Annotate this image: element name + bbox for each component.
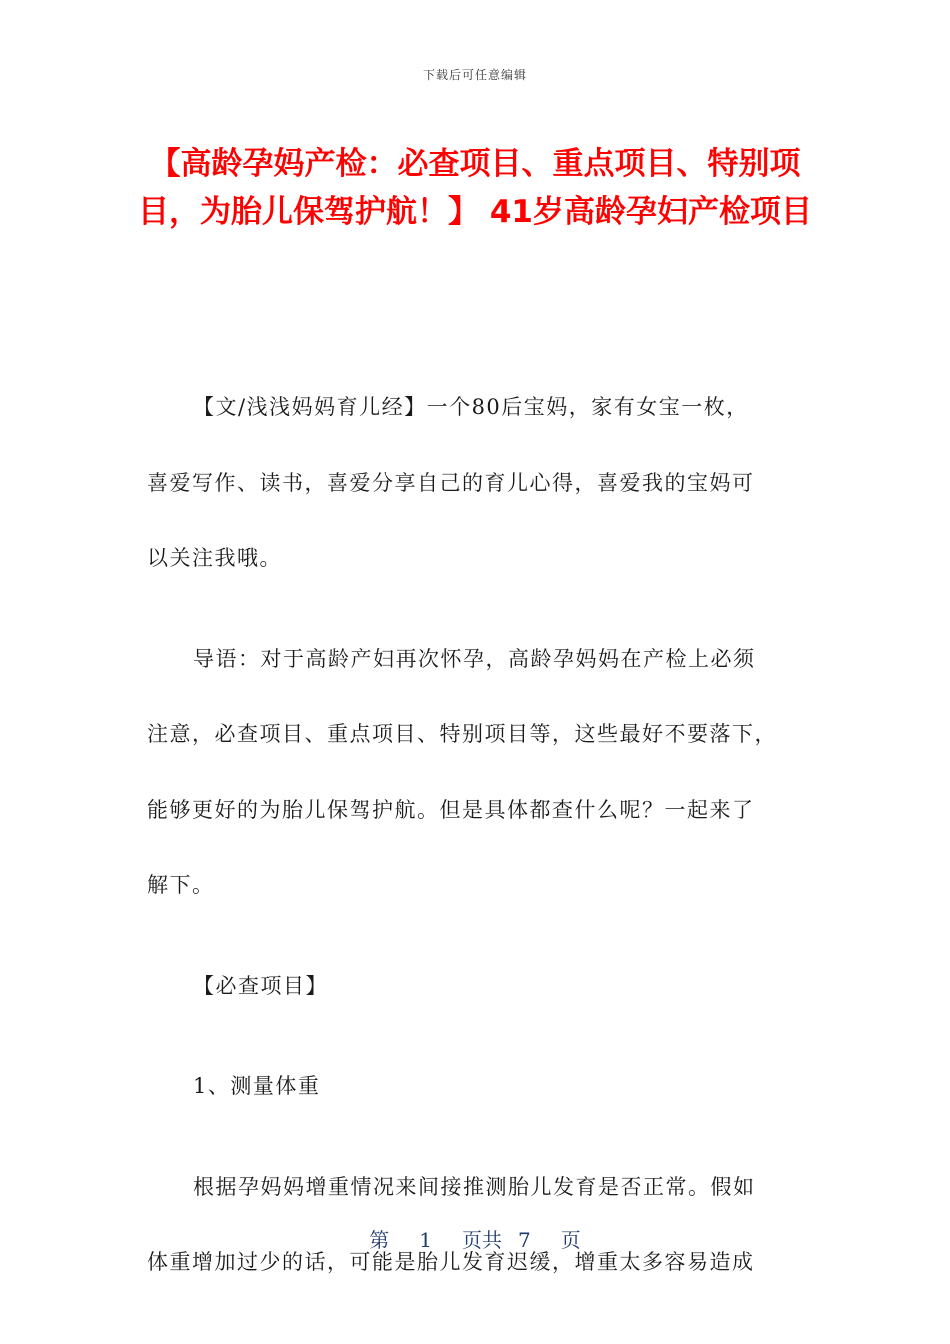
page-footer	[0, 1224, 950, 1253]
footer-middle: 页共	[462, 1228, 502, 1252]
lead-paragraph	[147, 622, 807, 924]
text-line: 根据孕妈妈增重情况来间接推测胎儿发育是否正常。假如	[193, 1174, 756, 1199]
text-line: 体重增加过少的话，可能是胎儿发育迟缓，增重太多容易造成	[147, 1250, 755, 1274]
text-line: 注意，必查项目、重点项目、特别项目等，这些最好不要落下，	[147, 722, 777, 746]
text-line: 以关注我哦。	[147, 546, 282, 570]
header-note: 下载后可任意编辑	[422, 68, 527, 82]
subsection-heading	[147, 1049, 807, 1125]
document-title: 【高龄孕妈产检：必查项目、重点项目、特别项目，为胎儿保驾护航！】 41岁高龄孕妇产检项目	[138, 146, 812, 230]
text-line: 【必查项目】	[193, 973, 328, 998]
text-line: 1、测量体重	[193, 1074, 321, 1098]
text-line: 喜爱写作、读书，喜爱分享自己的育儿心得，喜爱我的宝妈可	[147, 470, 755, 495]
text-line: 【文/浅浅妈妈育儿经】一个80后宝妈，家有女宝一枚，	[193, 395, 749, 419]
text-line: 能够更好的为胎儿保驾护航。但是具体都查什么呢？一起来了	[147, 797, 755, 822]
footer-page-number: 1	[419, 1228, 432, 1252]
text-line: 解下。	[147, 873, 215, 897]
text-line: 导语：对于高龄产妇再次怀孕，高龄孕妈妈在产检上必须	[193, 646, 756, 671]
footer-suffix: 页	[560, 1228, 581, 1252]
document-body	[147, 370, 807, 1301]
footer-total-pages: 7	[518, 1228, 531, 1252]
footer-prefix: 第	[369, 1228, 390, 1252]
section-heading	[147, 949, 807, 1025]
intro-paragraph	[147, 370, 807, 597]
